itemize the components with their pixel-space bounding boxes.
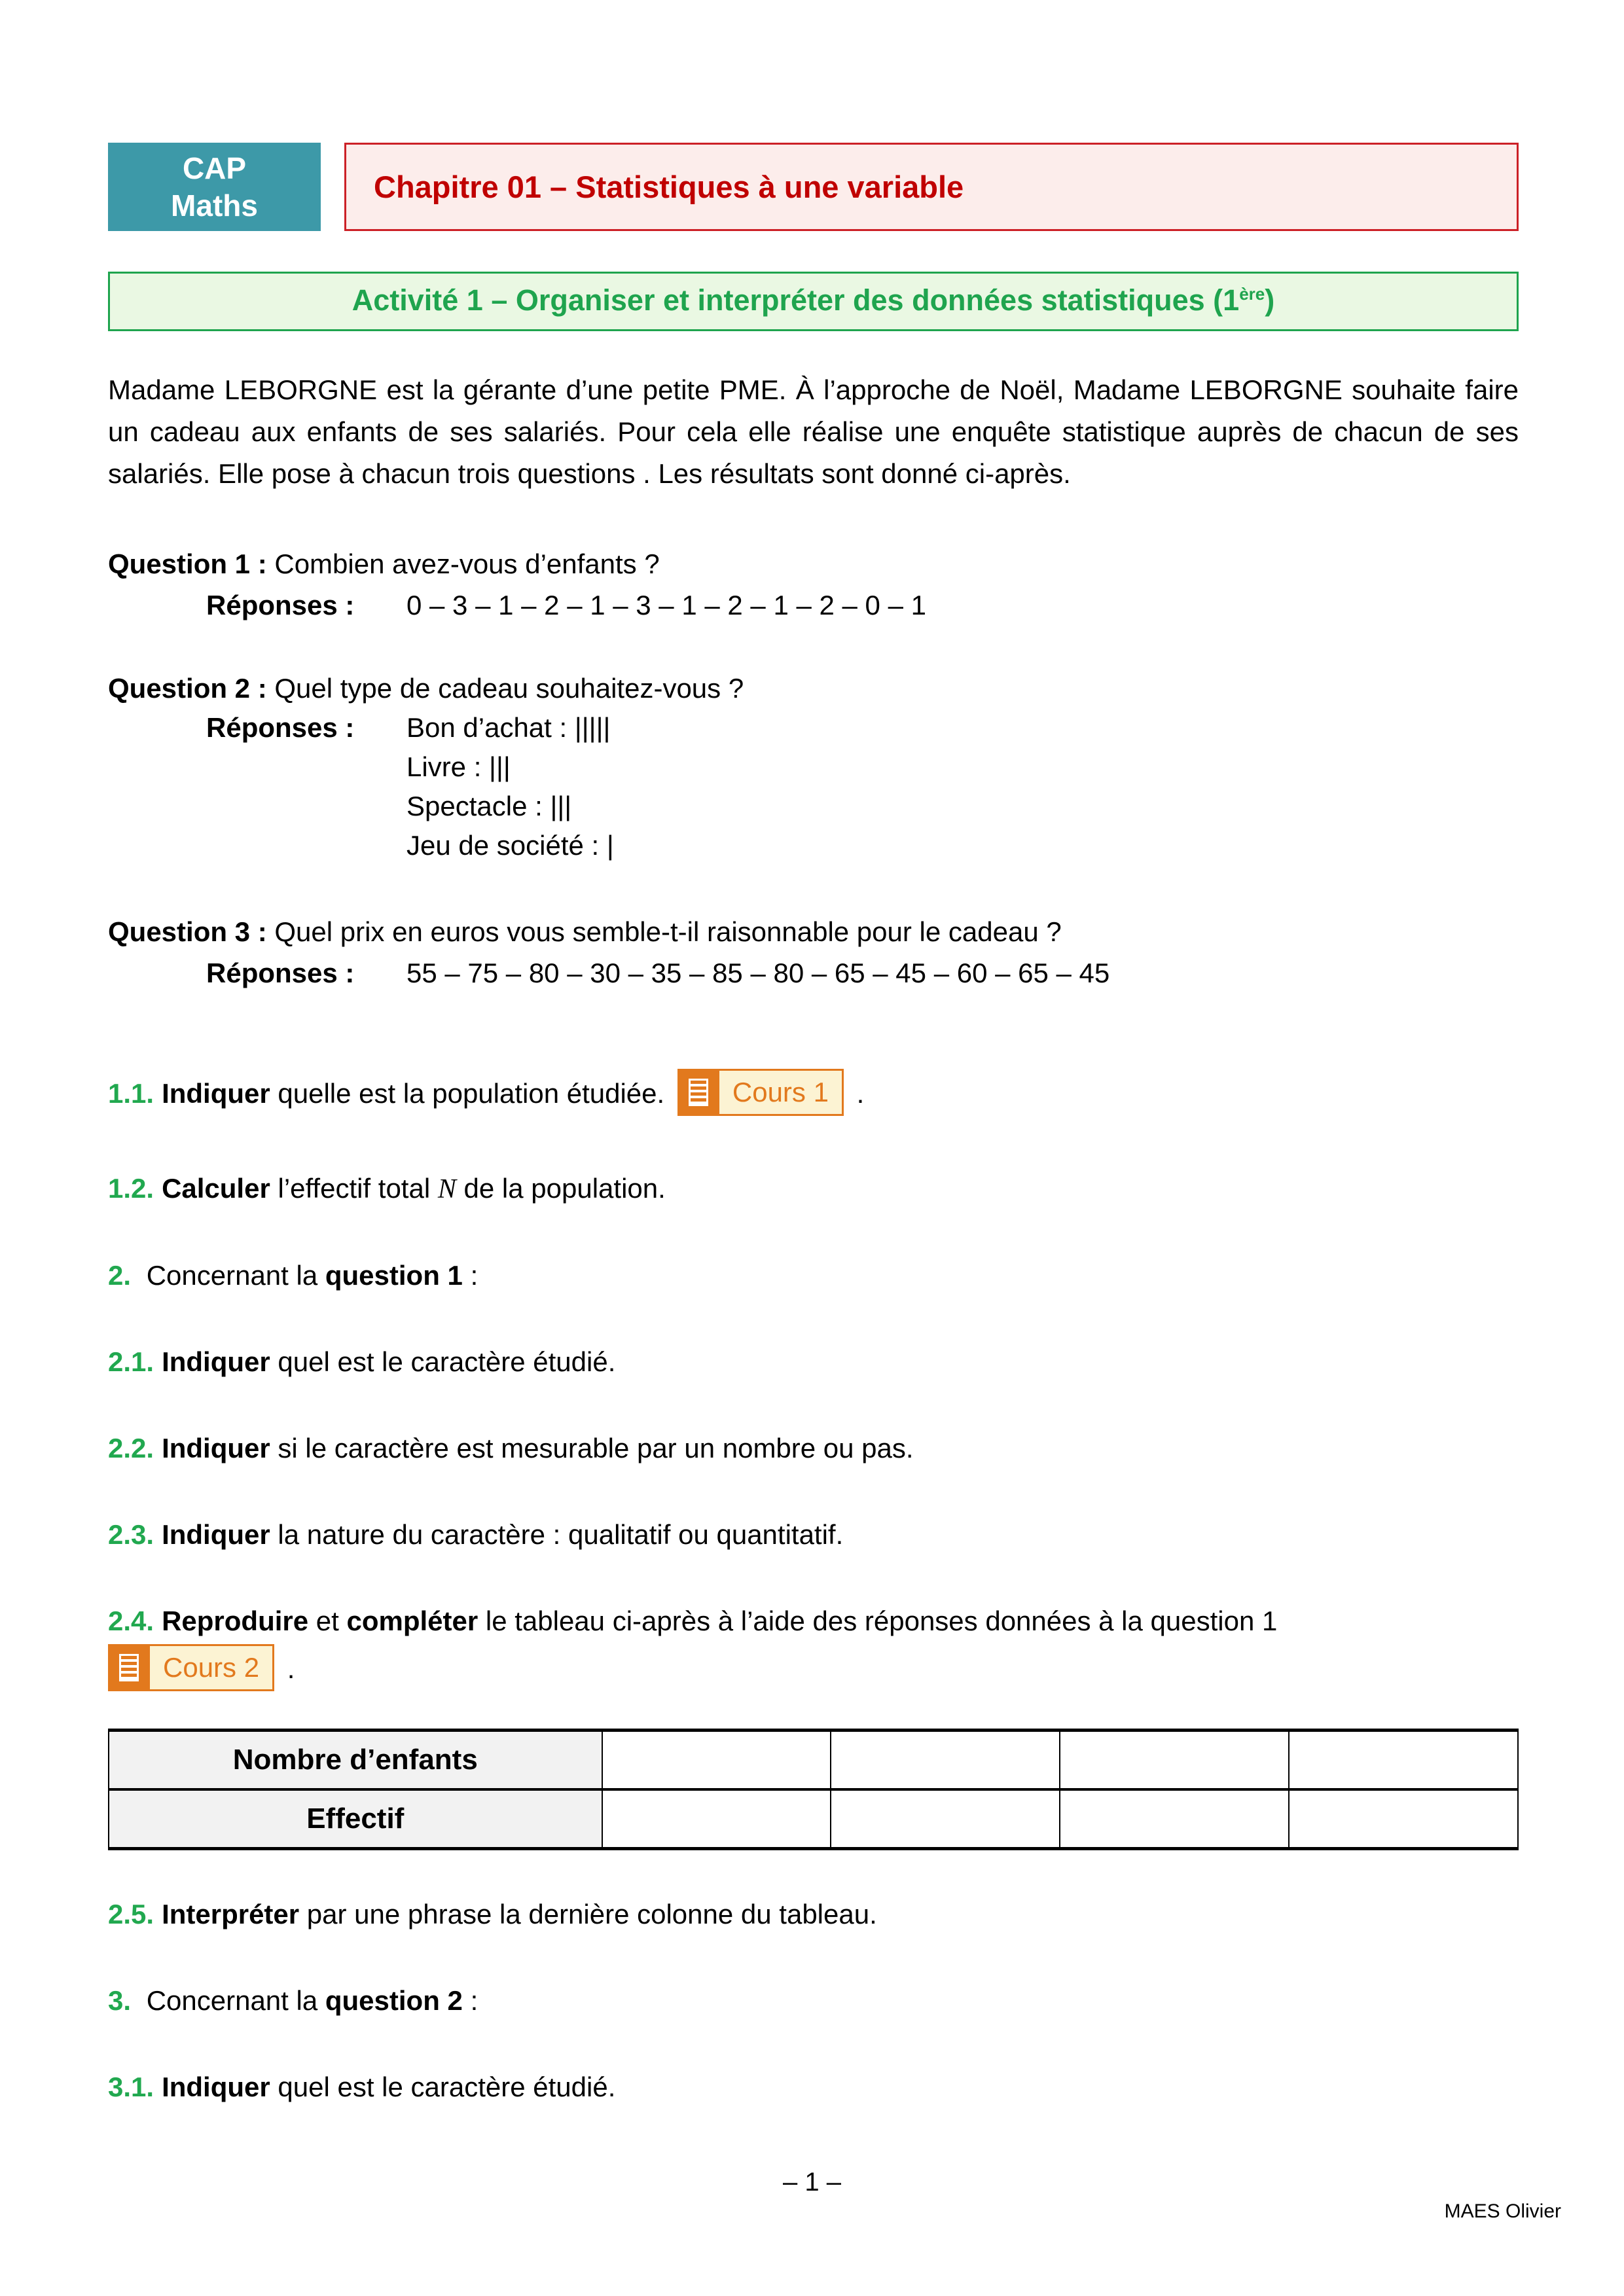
task-number: 2.1. xyxy=(108,1346,154,1377)
task-text-after: . xyxy=(280,1653,295,1685)
task-text-2: le tableau ci-après à l’aide des réponses données à la question 1 xyxy=(478,1605,1278,1636)
task-2-4 xyxy=(108,1604,1519,1638)
question-2-text: Quel type de cadeau souhaitez-vous ? xyxy=(266,673,744,704)
table-cell xyxy=(1060,1789,1289,1849)
cap-badge-line2: Maths xyxy=(171,188,258,223)
task-1-2 xyxy=(108,1172,1519,1206)
question-1-label: Question 1 : xyxy=(108,548,267,579)
activity-title-close: ) xyxy=(1265,283,1275,317)
task-text: quel est le caractère étudié. xyxy=(270,2072,616,2102)
task-number: 2.5. xyxy=(108,1899,154,1929)
table-cell xyxy=(831,1731,1060,1790)
task-verb: Calculer xyxy=(162,1173,270,1204)
frequency-table xyxy=(108,1729,1519,1850)
task-verb: Reproduire xyxy=(162,1605,309,1636)
tally-item: Jeu de société : | xyxy=(406,830,614,861)
activity-title: Activité 1 – Organiser et interpréter des données statistiques (1 xyxy=(352,283,1240,317)
document-icon xyxy=(679,1071,717,1114)
task-verb-2: compléter xyxy=(346,1605,478,1636)
task-text-2: : xyxy=(462,1260,478,1291)
question-1-block xyxy=(108,543,1519,626)
cours-1-link[interactable] xyxy=(677,1069,844,1116)
table-cell xyxy=(602,1731,831,1790)
table-cell xyxy=(602,1789,831,1849)
chapter-title-box xyxy=(344,143,1519,231)
task-text: quelle est la population étudiée. xyxy=(270,1078,672,1109)
table-cell xyxy=(1060,1731,1289,1790)
task-text: si le caractère est mesurable par un nombre ou pas. xyxy=(270,1433,914,1463)
task-3-1 xyxy=(108,2070,1519,2104)
math-variable-N: N xyxy=(437,1174,456,1204)
question-3-responses-values: 55 – 75 – 80 – 30 – 35 – 85 – 80 – 65 – 45 – 60 – 65 – 45 xyxy=(406,958,1110,988)
task-text: et xyxy=(308,1605,347,1636)
question-3-label: Question 3 : xyxy=(108,916,267,947)
task-verb: Indiquer xyxy=(162,1078,270,1109)
task-number: 1.2. xyxy=(108,1173,154,1204)
task-number: 1.1. xyxy=(108,1078,154,1109)
question-1-responses-values: 0 – 3 – 1 – 2 – 1 – 3 – 1 – 2 – 1 – 2 – 0 – 1 xyxy=(406,590,926,620)
task-text: la nature du caractère : qualitatif ou quantitatif. xyxy=(270,1519,844,1550)
table-cell xyxy=(831,1789,1060,1849)
responses-label: Réponses : xyxy=(206,712,355,743)
task-number: 2.4. xyxy=(108,1605,154,1636)
task-1-1 xyxy=(108,1072,1519,1119)
cours-2-link[interactable] xyxy=(108,1644,274,1691)
task-verb: Indiquer xyxy=(162,1346,270,1377)
cours-2-label: Cours 2 xyxy=(148,1646,272,1689)
task-2-3 xyxy=(108,1518,1519,1552)
task-2 xyxy=(108,1259,1519,1293)
task-text-after: . xyxy=(848,1078,865,1109)
header xyxy=(108,143,1519,231)
table-row xyxy=(109,1789,1518,1849)
tally-item: Livre : ||| xyxy=(406,751,511,782)
table-row xyxy=(109,1731,1518,1790)
task-text: quel est le caractère étudié. xyxy=(270,1346,616,1377)
task-bold-ref: question 1 xyxy=(325,1260,463,1291)
document-icon xyxy=(110,1646,148,1689)
task-3 xyxy=(108,1984,1519,2018)
task-2-4-continuation xyxy=(108,1647,1519,1695)
question-1-responses xyxy=(206,584,1519,626)
task-verb: Indiquer xyxy=(162,2072,270,2102)
task-number: 3. xyxy=(108,1985,132,2016)
task-text: par une phrase la dernière colonne du tableau. xyxy=(299,1899,877,1929)
task-number: 2.2. xyxy=(108,1433,154,1463)
task-verb: Interpréter xyxy=(162,1899,300,1929)
activity-title-banner xyxy=(108,272,1519,331)
question-2-label: Question 2 : xyxy=(108,673,267,704)
question-1-text: Combien avez-vous d’enfants ? xyxy=(266,548,660,579)
task-bold-ref: question 2 xyxy=(325,1985,463,2016)
task-2-2 xyxy=(108,1431,1519,1465)
task-text: l’effectif total xyxy=(270,1173,438,1204)
question-3-responses xyxy=(206,952,1519,994)
question-1-line xyxy=(108,543,1519,584)
question-2-responses xyxy=(206,708,1519,865)
page-number: – 1 – xyxy=(783,2168,841,2197)
task-2-1 xyxy=(108,1345,1519,1379)
tally-list xyxy=(406,708,614,865)
task-text-2: : xyxy=(462,1985,478,2016)
chapter-title: Chapitre 01 – Statistiques à une variable xyxy=(374,170,964,204)
question-3-block xyxy=(108,911,1519,994)
task-verb: Indiquer xyxy=(162,1519,270,1550)
cap-maths-badge xyxy=(108,143,321,231)
tally-item: Bon d’achat : ||||| xyxy=(406,712,611,743)
intro-paragraph: Madame LEBORGNE est la gérante d’une petite PME. À l’approche de Noël, Madame LEBORGNE souhaite faire un cadeau aux enfants de ses salariés. Pour cela elle réalise une enquête statistique auprès de chacun de ses salariés. Elle pose à chacun trois questions . Les résultats sont donné ci-après. xyxy=(108,374,1519,489)
question-3-text: Quel prix en euros vous semble-t-il raisonnable pour le cadeau ? xyxy=(266,916,1062,947)
question-2-block xyxy=(108,669,1519,865)
activity-title-superscript: ère xyxy=(1239,284,1265,304)
task-verb: Indiquer xyxy=(162,1433,270,1463)
task-text: Concernant la xyxy=(139,1260,325,1291)
responses-label: Réponses : xyxy=(206,590,355,620)
cours-1-label: Cours 1 xyxy=(717,1071,842,1114)
task-number: 2.3. xyxy=(108,1519,154,1550)
cap-badge-line1: CAP xyxy=(182,151,247,186)
table-row-header-effectif: Effectif xyxy=(109,1789,602,1849)
task-text: Concernant la xyxy=(139,1985,325,2016)
table-cell xyxy=(1289,1789,1518,1849)
question-2-line xyxy=(108,669,1519,708)
table-row-header-children: Nombre d’enfants xyxy=(109,1731,602,1790)
task-number: 2. xyxy=(108,1260,132,1291)
responses-label: Réponses : xyxy=(206,958,355,988)
table-cell xyxy=(1289,1731,1518,1790)
author-name: MAES Olivier xyxy=(1444,2200,1561,2222)
question-3-line xyxy=(108,911,1519,952)
tally-item: Spectacle : ||| xyxy=(406,791,572,821)
task-number: 3.1. xyxy=(108,2072,154,2102)
task-text-2: de la population. xyxy=(456,1173,666,1204)
task-2-5 xyxy=(108,1897,1519,1931)
